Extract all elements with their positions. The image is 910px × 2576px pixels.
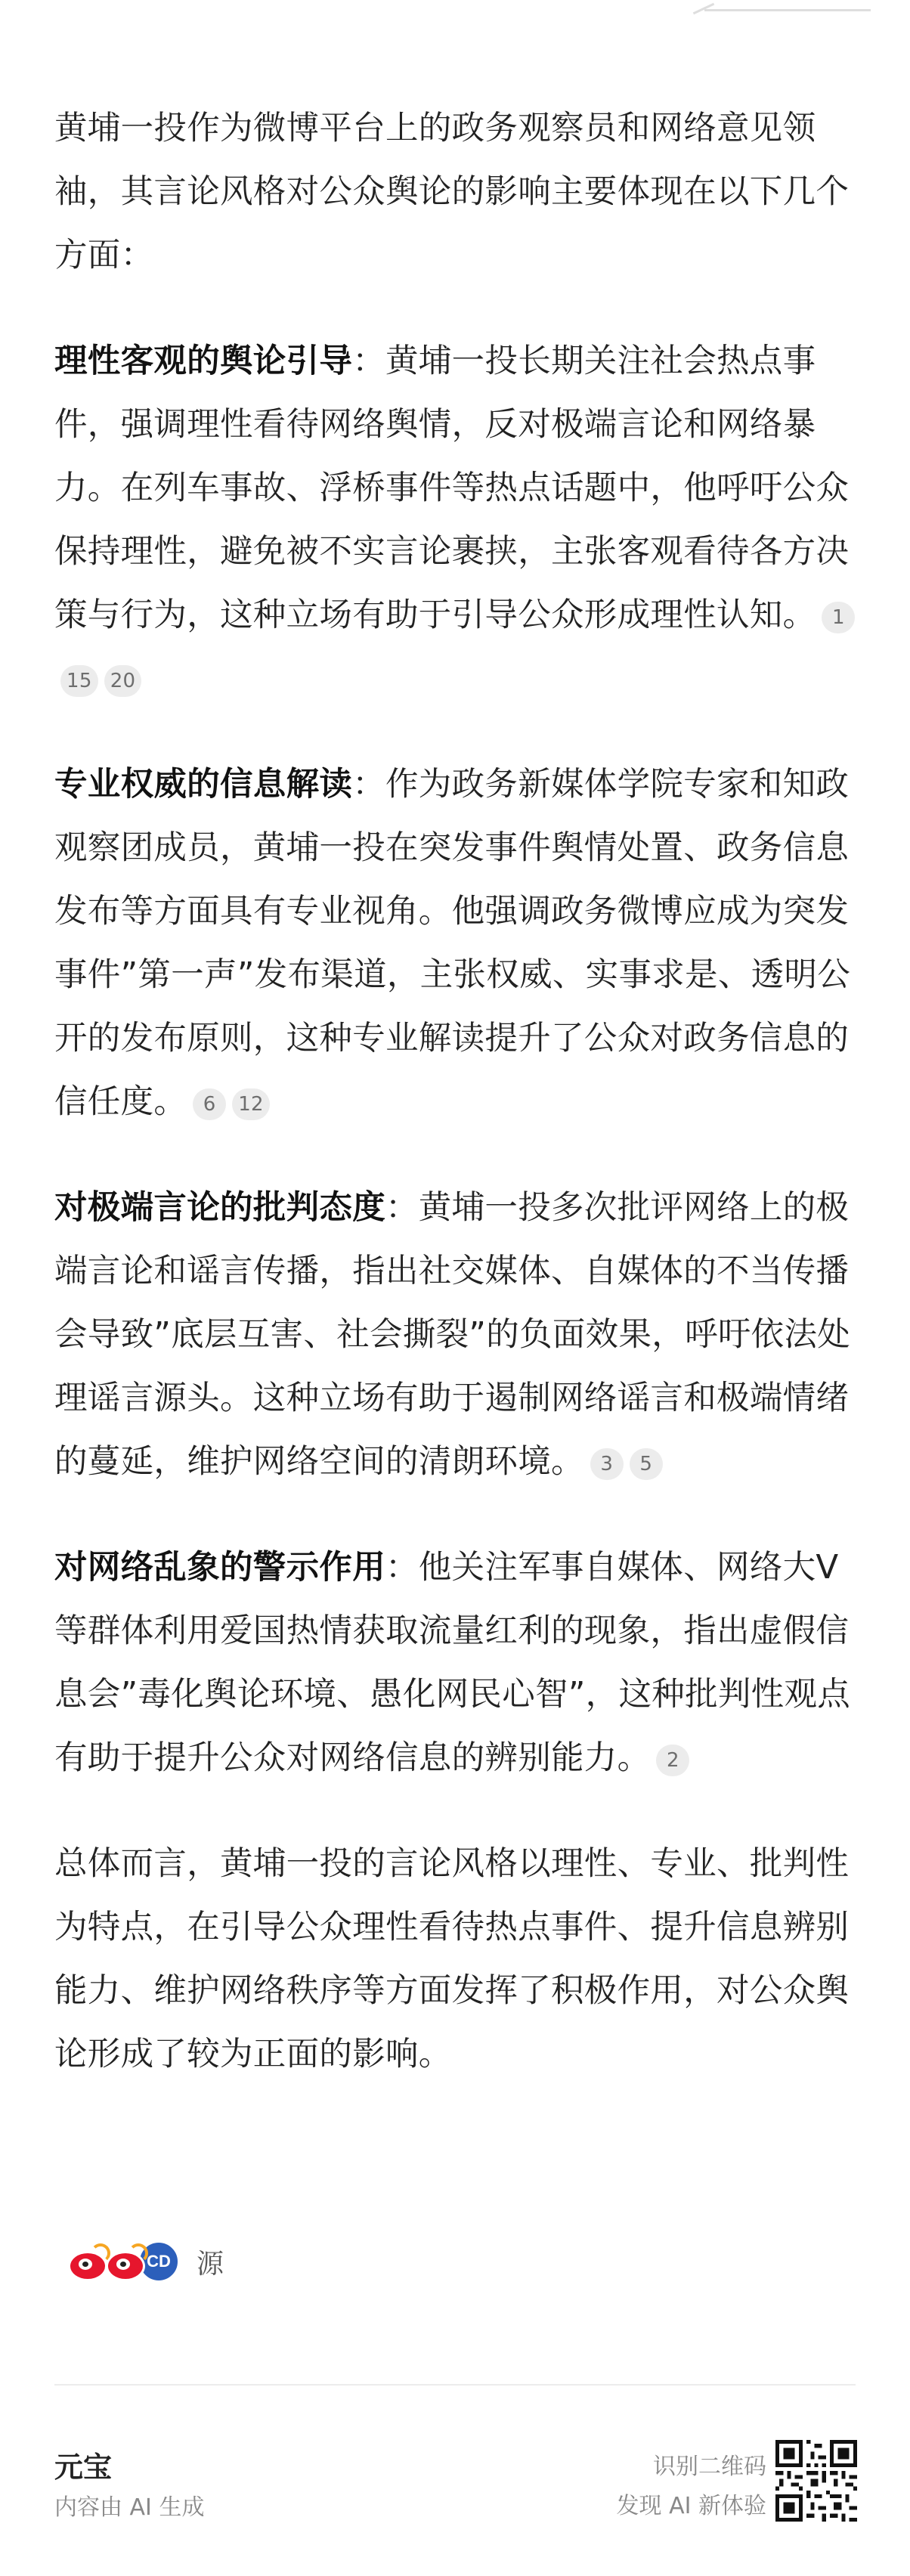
point-paragraph-4	[54, 1536, 856, 1790]
citation-badge[interactable]: 2	[656, 1745, 689, 1776]
cd-badge-icon: CD	[138, 2240, 180, 2283]
citation-badge[interactable]: 12	[232, 1088, 270, 1120]
qr-caption	[617, 2451, 766, 2529]
weibo-icon	[103, 2243, 145, 2280]
source-label: 源	[197, 2248, 224, 2280]
point-text: ：黄埔一投多次批评网络上的极端言论和谣言传播，指出社交媒体、自媒体的不当传播会导致”底层互害、社会撕裂”的负面效果，呼吁依法处理谣言源头。这种立场有助于遏制网络谣言和极端情绪的蔓延，维护网络空间的清朗环境。	[54, 1189, 851, 1481]
point-heading: 理性客观的舆论引导	[54, 342, 353, 380]
qr-caption-line2: 发现 AI 新体验	[616, 2493, 766, 2519]
top-edge-decoration	[0, 0, 910, 45]
brand-subtitle: 内容由 AI 生成	[54, 2494, 205, 2521]
conclusion-paragraph: 总体而言，黄埔一投的言论风格以理性、专业、批判性为特点，在引导公众理性看待热点事件、提升信息辨别能力、维护网络秩序等方面发挥了积极作用，对公众舆论形成了较为正面的影响。	[54, 1845, 850, 2073]
point-text: ：黄埔一投长期关注社会热点事件，强调理性看待网络舆情，反对极端言论和网络暴力。在列车事故、浮桥事件等热点话题中，他呼吁公众保持理性，避免被不实言论裹挟，主张客观看待各方决策与行为，这种立场有助于引导公众形成理性认知。	[54, 342, 850, 634]
point-heading: 对极端言论的批判态度	[54, 1189, 385, 1227]
point-paragraph-2	[54, 753, 856, 1134]
point-paragraph-1	[54, 330, 856, 711]
citation-badge[interactable]: 15	[60, 665, 98, 697]
citation-badge[interactable]: 6	[193, 1088, 226, 1120]
intro-paragraph: 黄埔一投作为微博平台上的政务观察员和网络意见领袖，其言论风格对公众舆论的影响主要体现在以下几个方面：	[54, 110, 850, 274]
point-paragraph-3	[54, 1176, 856, 1494]
top-divider-line	[704, 0, 871, 11]
source-row[interactable]	[65, 2239, 224, 2284]
weibo-icon	[65, 2243, 107, 2280]
footer-brand	[54, 2449, 204, 2523]
point-text: ：作为政务新媒体学院专家和知政观察团成员，黄埔一投在突发事件舆情处置、政务信息发布等方面具有专业视角。他强调政务微博应成为突发事件”第一声”发布渠道，主张权威、实事求是、透明公开的发布原则，这种专业解读提升了公众对政务信息的信任度。	[54, 766, 851, 1121]
point-text: ：他关注军事自媒体、网络大V等群体利用爱国热情获取流量红利的现象，指出虚假信息会”毒化舆论环境、愚化网民心智”，这种批判性观点有助于提升公众对网络信息的辨别能力。	[54, 1549, 851, 1777]
citation-badge[interactable]: 20	[104, 665, 142, 697]
brand-name: 元宝	[54, 2451, 113, 2484]
point-heading: 专业权威的信息解读	[54, 766, 353, 803]
citation-badge[interactable]: 3	[590, 1448, 624, 1480]
footer-divider	[54, 2384, 856, 2386]
qr-caption-line1: 识别二维码	[653, 2454, 766, 2480]
citation-badge[interactable]: 1	[822, 602, 855, 633]
citation-badge[interactable]: 5	[630, 1448, 663, 1480]
point-heading: 对网络乱象的警示作用	[54, 1549, 385, 1587]
answer-content	[54, 97, 856, 2129]
qr-code-icon[interactable]	[775, 2440, 857, 2522]
